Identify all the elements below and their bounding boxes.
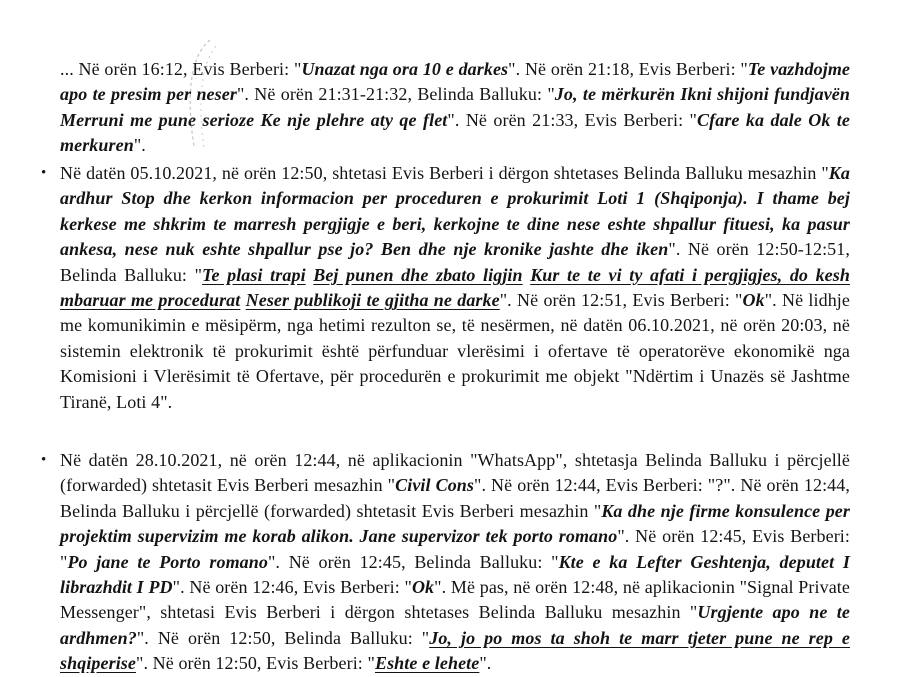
bullet-icon: • — [41, 452, 47, 468]
body-text: ". Në orën 12:45, Evis Berberi: " — [60, 526, 850, 572]
body-text: ". Në orën 12:50-12:51, Belinda Balluku: " — [60, 239, 850, 285]
bullet-icon: • — [41, 165, 47, 181]
underlined-quoted-message: Neser publikoji te gjitha ne darke — [245, 290, 500, 311]
body-text: ". Në orën 12:44, Evis Berberi: "?". Në orën 12:44, Belinda Balluku i përcjellë (forwarded) shtetasit Evis Berberi mesazhin " — [60, 475, 850, 521]
body-text: ". Në orën 21:33, Evis Berberi: " — [447, 109, 698, 130]
body-text: ". Më pas, në orën 12:48, në aplikacionin "Signal Private Messenger", shtetasi Evis Berberi i dërgon shtetases Belinda Balluku mesazhin " — [60, 577, 850, 623]
quoted-message: Ok — [742, 290, 765, 311]
quoted-message: Urgjente apo ne te ardhmen? — [60, 602, 850, 648]
body-text: ". Në orën 21:31-21:32, Belinda Balluku: " — [236, 84, 555, 105]
body-text: ... Në orën 16:12, Evis Berberi: " — [60, 59, 302, 79]
body-text: ". — [133, 135, 146, 156]
quoted-message: Civil Cons — [395, 475, 475, 496]
body-text: ". Në orën 12:50, Evis Berberi: " — [136, 653, 375, 674]
quoted-message: Po jane te Porto romano — [67, 551, 268, 572]
body-text: Në datën 05.10.2021, në orën 12:50, shtetasi Evis Berberi i dërgon shtetases Belinda Balluku mesazhin " — [60, 163, 829, 183]
underlined-quoted-message: Jo, jo po mos ta shoh te marr tjeter pune ne rep e shqiperise — [60, 627, 850, 674]
quoted-message: Unazat nga ora 10 e darkes — [301, 59, 509, 79]
body-text: Në datën 28.10.2021, në orën 12:44, në aplikacionin "WhatsApp", shtetasja Belinda Balluku i përcjellë (forwarded) shtetasit Evis Berberi mesazhin " — [60, 450, 850, 496]
quoted-message: Kte e ka Lefter Geshtenja, deputet I librazhdit I PD — [60, 551, 850, 598]
quoted-message: Ka ardhur Stop dhe kerkon informacion per proceduren e prokurimit Loti 1 (Shqiponja). I thame bej kerkese me shkrim te marresh pergjigje e beri, kerkojne te dine nese eshte shpallur fituesi, ka pasur ankesa, nese nuk eshte shpallur pse jo? Ben dhe nje kronike jashte dhe iken — [60, 163, 850, 260]
body-text: ". Në orën 12:45, Belinda Balluku: " — [267, 551, 559, 572]
body-text: ". Në orën 21:18, Evis Berberi: " — [508, 59, 748, 79]
quoted-message: Te vazhdojme apo te presim per neser — [60, 59, 851, 105]
quoted-message: Ka dhe nje firme konsulence per projektim supervizim me korab alikon. Jane supervizor tek porto romano — [60, 500, 850, 547]
quoted-message: Ok — [411, 577, 435, 598]
paragraph-3 — [41, 448, 850, 677]
body-text: ". Në orën 12:46, Evis Berberi: " — [172, 577, 412, 598]
body-text: ". Në lidhje me komunikimin e mësipërm, nga hetimi rezulton se, të nesërmen, në datën 06.10.2021, në orën 20:03, në sistemin elektronik të prokurimit është përfunduar vlerësimi i ofertave të operatorëve ekonomikë nga Komisioni i Vlerësimit të Ofertave, për procedurën e prokurimit me objekt "Ndërtim i Unazës së Jashtme Tiranë, Loti 4". — [60, 290, 851, 412]
paragraph-2 — [41, 161, 851, 415]
quoted-message: Cfare ka dale Ok te merkuren — [60, 109, 851, 156]
underlined-quoted-message: Kur te te vi ty afati i pergjigjes, do kesh mbaruar me procedurat — [60, 264, 850, 311]
quoted-message: Jo, te mërkurën Ikni shijoni fundjavën Merruni me pune serioze Ke nje plehre aty qe flet — [60, 84, 850, 130]
body-text: ". Në orën 12:51, Evis Berberi: " — [499, 290, 743, 311]
underlined-quoted-message: Te plasi trapi — [202, 264, 306, 285]
paragraph-1 — [60, 57, 850, 159]
underlined-quoted-message: Eshte e lehete — [374, 653, 480, 674]
body-text: ". — [479, 653, 492, 674]
body-text: ". Në orën 12:50, Belinda Balluku: " — [136, 627, 430, 648]
underlined-quoted-message: Bej punen dhe zbato ligjin — [313, 264, 523, 285]
